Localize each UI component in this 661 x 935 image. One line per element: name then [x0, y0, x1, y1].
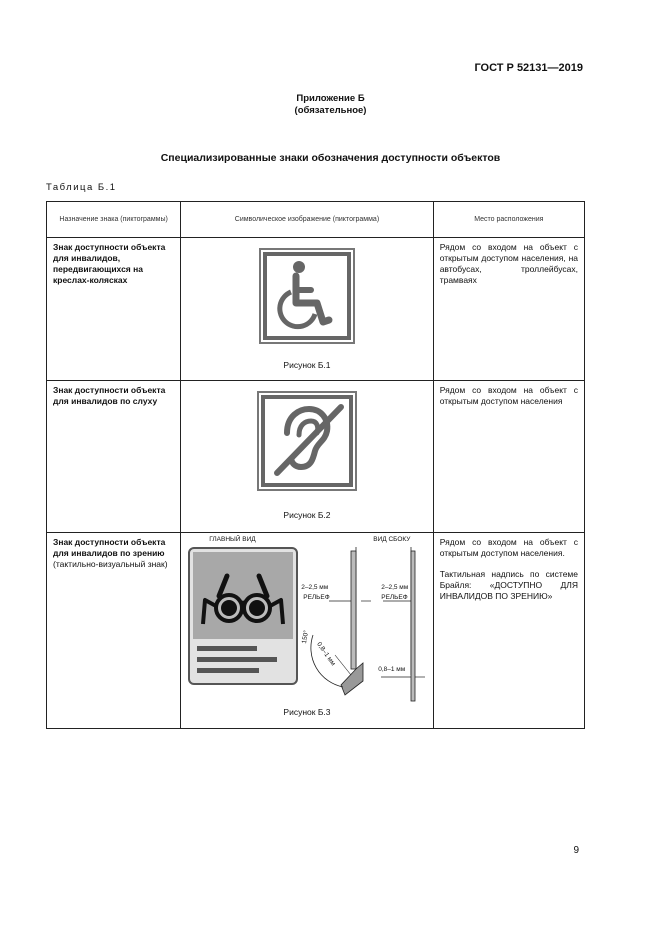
appendix-title: Приложение Б: [296, 93, 365, 104]
dim-relief-right: 2–2,5 мм: [381, 584, 409, 591]
pictogram-cell: [181, 533, 433, 729]
relief-label-left: РЕЛЬЕФ: [303, 594, 330, 601]
appendix-subtitle: (обязательное): [294, 105, 367, 116]
table-caption: Таблица Б.1: [46, 182, 117, 193]
figure-caption: Рисунок Б.1: [283, 360, 331, 370]
wheelchair-icon: [259, 248, 355, 344]
header-location: Место расположения: [433, 202, 584, 238]
pictogram-cell: [181, 238, 433, 381]
location-cell: [433, 238, 584, 381]
header-purpose: Назначение знака (пиктограммы): [47, 202, 181, 238]
table-header-row: [47, 202, 585, 238]
location-text: Рядом со входом на объект с открытым доступом населения.: [439, 537, 578, 558]
section-title: Специализированные знаки обозначения доступности объектов: [160, 152, 501, 164]
location-cell: [433, 381, 584, 533]
glasses-icon: [187, 546, 299, 686]
dim-thickness-right: 0,8–1 мм: [378, 666, 406, 673]
pictogram-cell: [181, 381, 433, 533]
appendix-heading: [0, 93, 661, 117]
figure-caption: Рисунок Б.3: [283, 707, 331, 717]
dim-thickness-angled: 0,8–1 мм: [315, 641, 337, 668]
relief-label-right: РЕЛЬЕФ: [381, 594, 408, 601]
location-text: Рядом со входом на объект с открытым доступом населения: [439, 385, 578, 406]
sign-name: Знак доступности объекта для инвалидов по слуху: [53, 385, 166, 406]
page-number: 9: [573, 845, 579, 856]
table-row: [47, 381, 585, 533]
header-pictogram: Символическое изображение (пиктограмма): [181, 202, 433, 238]
sign-name: Знак доступности объекта для инвалидов, передвигающихся на креслах-колясках: [53, 242, 166, 285]
location-text-braille: Тактильная надпись по системе Брайля: «ДОСТУПНО ДЛЯ ИНВАЛИДОВ ПО ЗРЕНИЮ»: [439, 569, 578, 601]
table-row: [47, 238, 585, 381]
table-row: [47, 533, 585, 729]
standard-number: ГОСТ Р 52131—2019: [474, 62, 583, 74]
main-view-label: ГЛАВНЫЙ ВИД: [209, 536, 256, 543]
sign-name-cell: [47, 533, 181, 729]
sign-name-extra: (тактильно-визуальный знак): [53, 559, 168, 569]
location-cell: [433, 533, 584, 729]
side-view-drawing: [301, 535, 431, 703]
dim-relief-left: 2–2,5 мм: [301, 584, 329, 591]
sign-name-cell: [47, 238, 181, 381]
signs-table: [46, 201, 585, 729]
angle-label: 150°: [301, 629, 311, 645]
sign-name-cell: [47, 381, 181, 533]
figure-caption: Рисунок Б.2: [283, 510, 331, 520]
hearing-impaired-icon: [257, 391, 357, 491]
side-view-label: ВИД СБОКУ: [373, 536, 411, 543]
sign-name: Знак доступности объекта для инвалидов по зрению: [53, 537, 166, 558]
location-text: Рядом со входом на объект с открытым доступом населения, на автобусах, троллейбусах, трамваях: [439, 242, 578, 285]
